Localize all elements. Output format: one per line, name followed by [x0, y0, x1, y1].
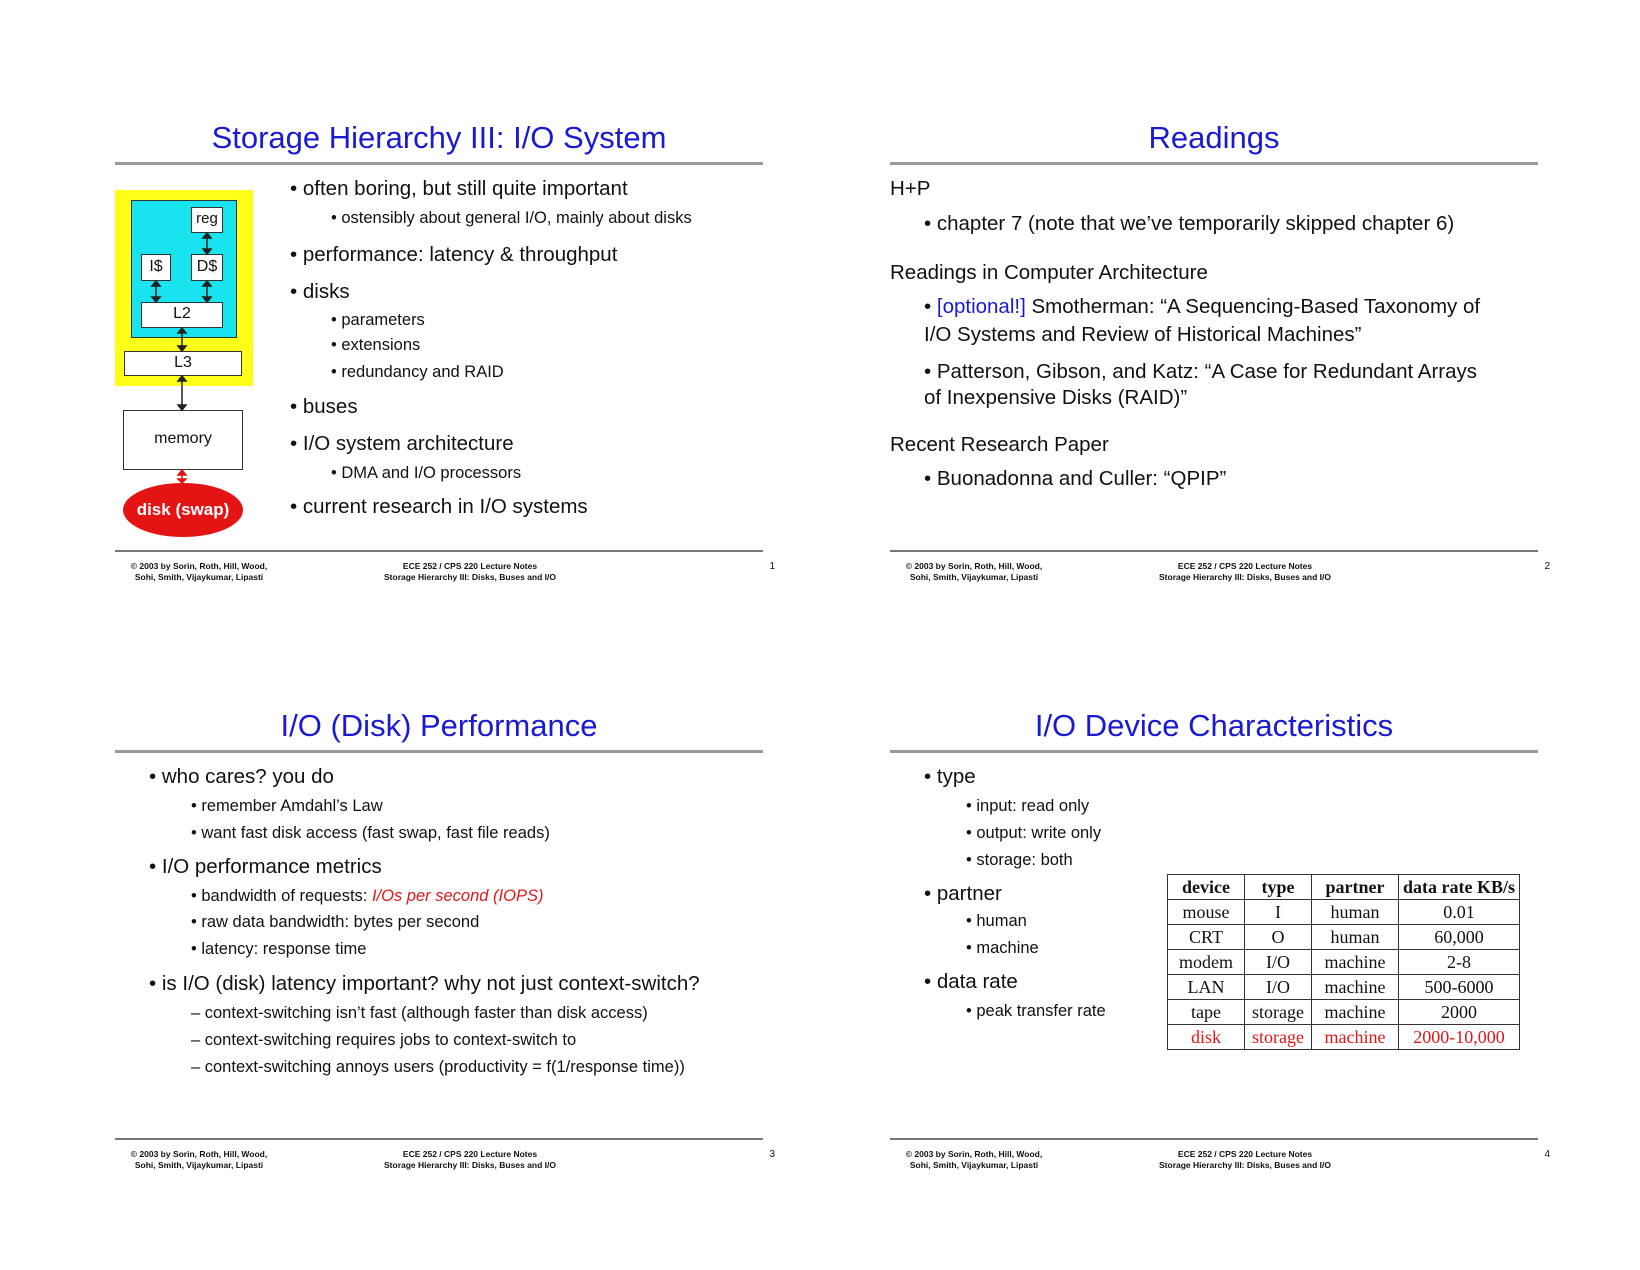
table-cell: I/O	[1245, 975, 1312, 1000]
l2-box: L2	[141, 302, 223, 328]
bullet: • Patterson, Gibson, and Katz: “A Case for Redundant Arrays	[924, 360, 1477, 383]
footer-copyright-line: Sohi, Smith, Vijaykumar, Lipasti	[134, 1160, 264, 1170]
table-cell: human	[1312, 925, 1399, 950]
footer-course-line: Storage Hierarchy III: Disks, Buses and I/O	[1159, 572, 1331, 582]
footer-course	[365, 1149, 575, 1171]
bullet	[924, 295, 1480, 319]
column-header: data rate KB/s	[1399, 875, 1520, 900]
slide-title: I/O Device Characteristics	[1034, 708, 1394, 743]
table-cell: 2-8	[1399, 950, 1520, 975]
section-heading: Recent Research Paper	[890, 433, 1109, 456]
column-header: device	[1168, 875, 1245, 900]
sub-bullet: • latency: response time	[191, 940, 367, 958]
footer-rule	[890, 1138, 1538, 1140]
footer-copyright-line: © 2003 by Sorin, Roth, Hill, Wood,	[130, 1149, 268, 1159]
sub-bullet: • extensions	[331, 336, 421, 354]
sub-bullet-text: • bandwidth of requests:	[191, 887, 372, 905]
footer-course-line: Storage Hierarchy III: Disks, Buses and I/O	[384, 1160, 556, 1170]
footer-course-line: ECE 252 / CPS 220 Lecture Notes	[1177, 1149, 1313, 1159]
table-cell: mouse	[1168, 900, 1245, 925]
table-cell: human	[1312, 900, 1399, 925]
sub-bullet: • human	[966, 912, 1027, 930]
footer-course	[1140, 1149, 1350, 1171]
table-cell: storage	[1245, 1000, 1312, 1025]
footer-course-line: ECE 252 / CPS 220 Lecture Notes	[402, 561, 538, 571]
table-cell: 2000-10,000	[1399, 1025, 1520, 1050]
memory-box: memory	[123, 410, 243, 470]
dash-item: – context-switching requires jobs to context-switch to	[191, 1031, 577, 1049]
table-cell: CRT	[1168, 925, 1245, 950]
sub-bullet: • peak transfer rate	[966, 1002, 1106, 1020]
dcache-box: D$	[191, 254, 223, 281]
icache-box: I$	[141, 254, 171, 281]
table-cell: tape	[1168, 1000, 1245, 1025]
section-heading: H+P	[890, 177, 931, 200]
sub-bullet: • output: write only	[966, 824, 1102, 842]
table-row-highlighted	[1168, 1025, 1520, 1050]
footer-copyright	[884, 561, 1064, 583]
footer-course	[1140, 561, 1350, 583]
title-rule	[890, 162, 1538, 165]
footer-copyright	[109, 561, 289, 583]
title-rule	[115, 162, 763, 165]
footer-copyright-line: © 2003 by Sorin, Roth, Hill, Wood,	[130, 561, 268, 571]
footer-course-line: Storage Hierarchy III: Disks, Buses and I/O	[384, 572, 556, 582]
bullet: • Buonadonna and Culler: “QPIP”	[924, 467, 1227, 490]
footer-copyright-line: Sohi, Smith, Vijaykumar, Lipasti	[909, 572, 1039, 582]
sub-bullet: • want fast disk access (fast swap, fast file reads)	[191, 824, 550, 842]
bullet: • current research in I/O systems	[290, 495, 588, 518]
table-cell: 2000	[1399, 1000, 1520, 1025]
table-row	[1168, 950, 1520, 975]
hierarchy-arrows	[115, 190, 255, 540]
footer-course-line: ECE 252 / CPS 220 Lecture Notes	[402, 1149, 538, 1159]
table-cell: O	[1245, 925, 1312, 950]
table-row	[1168, 1000, 1520, 1025]
bullet: • buses	[290, 395, 358, 418]
device-table	[1167, 874, 1520, 1050]
page-number: 4	[1544, 1149, 1550, 1160]
table-row	[1168, 900, 1520, 925]
title-rule	[890, 750, 1538, 753]
bullet-mark: •	[924, 295, 937, 318]
sub-bullet	[191, 887, 543, 906]
footer-rule	[115, 1138, 763, 1140]
sub-bullet: • ostensibly about general I/O, mainly about disks	[331, 209, 692, 227]
sub-bullet: • parameters	[331, 311, 425, 329]
table-row	[1168, 975, 1520, 1000]
table-cell: machine	[1312, 1000, 1399, 1025]
sub-bullet: • remember Amdahl’s Law	[191, 797, 383, 815]
sub-bullet: • machine	[966, 939, 1039, 957]
page-number: 2	[1544, 561, 1550, 572]
slide-title: I/O (Disk) Performance	[280, 708, 598, 743]
footer-course	[365, 561, 575, 583]
table-cell: 0.01	[1399, 900, 1520, 925]
table-cell: modem	[1168, 950, 1245, 975]
optional-tag: [optional!]	[936, 295, 1026, 318]
sub-bullet: • raw data bandwidth: bytes per second	[191, 913, 480, 931]
table-cell: machine	[1312, 1025, 1399, 1050]
footer-rule	[115, 550, 763, 552]
dash-item: – context-switching isn’t fast (although faster than disk access)	[191, 1004, 648, 1022]
bullet: • data rate	[924, 970, 1018, 993]
dash-item: – context-switching annoys users (productivity = f(1/response time))	[191, 1058, 685, 1076]
footer-rule	[890, 550, 1538, 552]
bullet: • performance: latency & throughput	[290, 243, 618, 266]
footer-course-line: Storage Hierarchy III: Disks, Buses and I/O	[1159, 1160, 1331, 1170]
table-cell: I/O	[1245, 950, 1312, 975]
slide-title: Storage Hierarchy III: I/O System	[211, 120, 667, 155]
title-rule	[115, 750, 763, 753]
column-header: partner	[1312, 875, 1399, 900]
table-cell: storage	[1245, 1025, 1312, 1050]
bullet: • type	[924, 765, 976, 788]
bullet-continuation: of Inexpensive Disks (RAID)”	[924, 386, 1188, 409]
table-cell: disk	[1168, 1025, 1245, 1050]
footer-copyright	[884, 1149, 1064, 1171]
table-cell: 500-6000	[1399, 975, 1520, 1000]
reg-box: reg	[191, 207, 223, 233]
disk-swap-ellipse: disk (swap)	[123, 483, 243, 537]
column-header: type	[1245, 875, 1312, 900]
table-cell: LAN	[1168, 975, 1245, 1000]
bullet: • who cares? you do	[149, 765, 334, 788]
section-heading: Readings in Computer Architecture	[890, 261, 1208, 284]
bullet: • often boring, but still quite important	[290, 177, 628, 200]
table-cell: machine	[1312, 975, 1399, 1000]
sub-bullet: • redundancy and RAID	[331, 363, 504, 381]
bullet: • partner	[924, 882, 1002, 905]
iops-emphasis: I/Os per second (IOPS)	[371, 887, 544, 905]
table-header-row	[1168, 875, 1520, 900]
table-cell: 60,000	[1399, 925, 1520, 950]
table-cell: I	[1245, 900, 1312, 925]
table-row	[1168, 925, 1520, 950]
bullet: • disks	[290, 280, 350, 303]
sub-bullet: • input: read only	[966, 797, 1090, 815]
bullet: • is I/O (disk) latency important? why not just context-switch?	[149, 972, 700, 995]
footer-copyright-line: Sohi, Smith, Vijaykumar, Lipasti	[909, 1160, 1039, 1170]
footer-copyright-line: © 2003 by Sorin, Roth, Hill, Wood,	[905, 1149, 1043, 1159]
bullet: • chapter 7 (note that we’ve temporarily skipped chapter 6)	[924, 212, 1455, 235]
page-number: 3	[769, 1149, 775, 1160]
bullet-continuation: I/O Systems and Review of Historical Machines”	[924, 323, 1362, 346]
bullet-text: Smotherman: “A Sequencing-Based Taxonomy of	[1025, 295, 1481, 318]
footer-copyright-line: © 2003 by Sorin, Roth, Hill, Wood,	[905, 561, 1043, 571]
footer-copyright	[109, 1149, 289, 1171]
footer-copyright-line: Sohi, Smith, Vijaykumar, Lipasti	[134, 572, 264, 582]
bullet: • I/O performance metrics	[149, 855, 382, 878]
bullet: • I/O system architecture	[290, 432, 514, 455]
l3-box: L3	[124, 351, 242, 376]
footer-course-line: ECE 252 / CPS 220 Lecture Notes	[1177, 561, 1313, 571]
table-cell: machine	[1312, 950, 1399, 975]
slide-title: Readings	[1148, 120, 1280, 155]
page-number: 1	[769, 561, 775, 572]
sub-bullet: • DMA and I/O processors	[331, 464, 522, 482]
sub-bullet: • storage: both	[966, 851, 1073, 869]
